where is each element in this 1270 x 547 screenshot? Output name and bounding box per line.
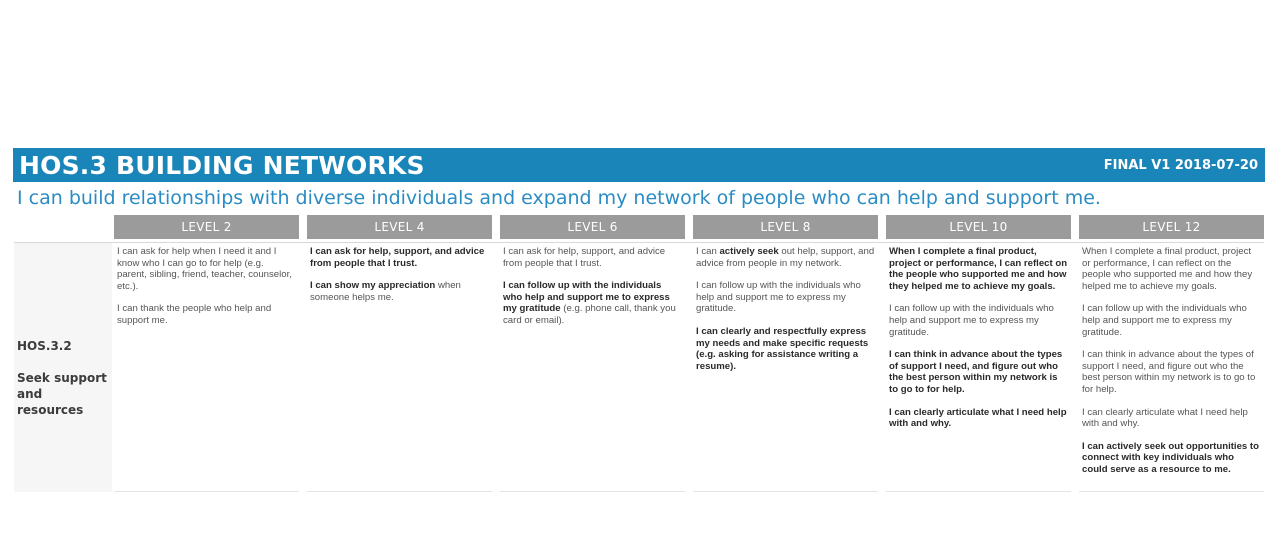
descriptor-bold-text: I can actively seek out opportunities to connect with key individuals who could serve as a resource to me.	[1082, 440, 1259, 475]
level-descriptor	[889, 349, 1068, 395]
level-header: LEVEL 8	[693, 215, 878, 239]
level-descriptor	[889, 407, 1068, 430]
level-descriptor	[696, 280, 875, 315]
level-descriptor	[889, 303, 1068, 338]
descriptor-text: I can ask for help, support, and advice from people that I trust.	[503, 246, 666, 269]
descriptor-bold-text: I can clearly articulate what I need help with and why.	[889, 406, 1067, 430]
descriptor-bold-text: actively seek	[719, 246, 779, 257]
level-descriptor	[503, 246, 682, 269]
level-header: LEVEL 12	[1079, 215, 1264, 239]
level-column	[307, 215, 492, 492]
descriptor-text: I can think in advance about the types of support I need, and figure out who the best person within my network is to go to for help.	[1082, 349, 1256, 395]
level-cell	[1079, 243, 1264, 492]
page-title: HOS.3 BUILDING NETWORKS	[19, 151, 425, 180]
level-header: LEVEL 4	[307, 215, 492, 239]
level-column	[500, 215, 685, 492]
level-header: LEVEL 6	[500, 215, 685, 239]
title-banner	[13, 148, 1265, 182]
level-cell	[114, 243, 299, 492]
descriptor-bold-text: I can ask for help, support, and advice from people that I trust.	[310, 246, 485, 269]
descriptor-text: (e.g. phone call, thank you card or email).	[503, 303, 676, 326]
level-descriptor	[117, 303, 296, 326]
level-column	[886, 215, 1071, 492]
level-descriptor	[1082, 246, 1261, 292]
descriptor-bold-text: When I complete a final product, project or performance, I can reflect on the people who supported me and how they helped me to achieve my goals.	[889, 246, 1068, 292]
level-descriptor	[1082, 303, 1261, 338]
level-header: LEVEL 2	[114, 215, 299, 239]
level-cell	[693, 243, 878, 492]
level-header: LEVEL 10	[886, 215, 1071, 239]
version-label: FINAL V1 2018-07-20	[1103, 158, 1258, 173]
descriptor-bold-text: I can clearly and respectfully express my needs and make specific requests (e.g. asking for assistance writing a resume).	[696, 325, 869, 372]
level-descriptor	[696, 326, 875, 372]
level-cell	[886, 243, 1071, 492]
level-descriptor	[117, 246, 296, 292]
descriptor-text: I can clearly articulate what I need help with and why.	[1082, 406, 1248, 430]
descriptor-text: when someone helps me.	[310, 280, 461, 303]
level-column	[693, 215, 878, 492]
descriptor-text: out help, support, and advice from people in my network.	[696, 246, 875, 269]
level-cell	[307, 243, 492, 492]
level-cell	[500, 243, 685, 492]
descriptor-text: When I complete a final product, project or performance, I can reflect on the people who supported me and how they helped me to achieve my goals.	[1082, 246, 1253, 292]
level-descriptor	[1082, 349, 1261, 395]
level-descriptor	[1082, 441, 1261, 476]
level-descriptor	[696, 246, 875, 269]
descriptor-text: I can ask for help when I need it and I know who I can go to for help (e.g. parent, sibling, friend, teacher, counselor, etc.).	[117, 246, 292, 292]
level-column	[114, 215, 299, 492]
descriptor-bold-text: I can follow up with the individuals who help and support me to express my gratitude	[503, 280, 670, 315]
level-column	[1079, 215, 1264, 492]
level-descriptor	[310, 280, 489, 303]
level-descriptor	[310, 246, 489, 269]
level-descriptor	[889, 246, 1068, 292]
row-id: HOS.3.2	[17, 339, 72, 353]
descriptor-text: I can follow up with the individuals who help and support me to express my gratitude.	[889, 303, 1054, 338]
standard-statement: I can build relationships with diverse individuals and expand my network of people who can help and support me.	[17, 187, 1101, 209]
descriptor-bold-text: I can think in advance about the types of support I need, and figure out who the best person within my network is to go to for help.	[889, 349, 1063, 395]
descriptor-text: I can follow up with the individuals who help and support me to express my gratitude.	[696, 280, 861, 315]
descriptor-text: I can thank the people who help and support me.	[117, 303, 272, 326]
level-descriptor	[503, 280, 682, 326]
level-descriptor	[1082, 407, 1261, 430]
descriptor-text: I can	[696, 246, 720, 257]
row-header	[14, 243, 112, 492]
descriptor-bold-text: I can show my appreciation	[310, 280, 436, 292]
row-name: Seek support and resources	[17, 371, 107, 417]
descriptor-text: I can follow up with the individuals who help and support me to express my gratitude.	[1082, 303, 1247, 338]
